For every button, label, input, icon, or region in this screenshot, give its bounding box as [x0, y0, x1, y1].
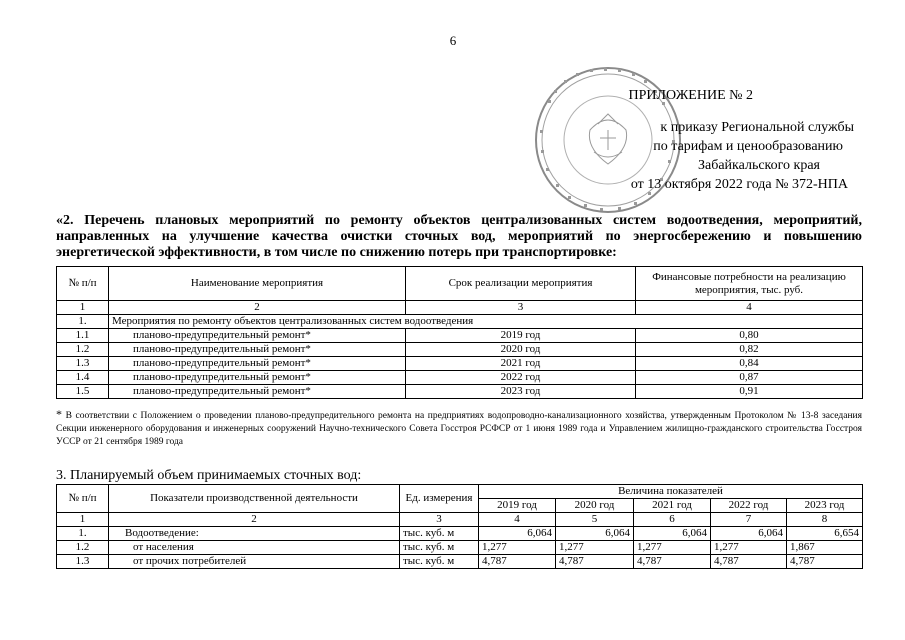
row-term: 2022 год	[406, 371, 636, 385]
col-number: 3	[400, 513, 479, 527]
col-number: 3	[406, 301, 636, 315]
row-measure-name: планово-предупредительный ремонт*	[109, 357, 406, 371]
header-indicator: Показатели производственной деятельности	[109, 485, 400, 513]
footnote-star: *	[56, 407, 62, 421]
header-year: 2019 год	[479, 499, 556, 513]
header-year: 2023 год	[787, 499, 863, 513]
header-measure-name: Наименование мероприятия	[109, 267, 406, 301]
footnote	[56, 408, 862, 449]
group-label: Мероприятия по ремонту объектов централизованных систем водоотведения	[109, 315, 863, 329]
row-num: 1.3	[57, 555, 109, 569]
column-number-row	[57, 513, 863, 527]
row-value: 0,80	[636, 329, 863, 343]
appendix-line-4: от 13 октября 2022 года № 372-НПА	[630, 177, 848, 192]
row-value: 0,91	[636, 385, 863, 399]
col-number: 4	[479, 513, 556, 527]
col-number: 2	[109, 301, 406, 315]
row-value: 6,064	[479, 527, 556, 541]
row-value: 4,787	[787, 555, 863, 569]
row-value: 4,787	[634, 555, 711, 569]
table-header-row	[57, 485, 863, 499]
section-2-title	[56, 213, 862, 261]
header-year: 2020 год	[556, 499, 634, 513]
col-number: 1	[57, 513, 109, 527]
section-2-title-line-1: «2. Перечень плановых мероприятий по ремонту объектов централизованных систем водоотведения, мероприятий,	[56, 213, 862, 228]
row-num: 1.2	[57, 541, 109, 555]
col-number: 2	[109, 513, 400, 527]
row-indicator: от прочих потребителей	[109, 555, 400, 569]
table-row	[57, 329, 863, 343]
row-num: 1.1	[57, 329, 109, 343]
row-value: 1,277	[479, 541, 556, 555]
appendix-line-1: к приказу Региональной службы	[660, 120, 854, 135]
page-number: 6	[449, 33, 457, 48]
header-num: № п/п	[57, 485, 109, 513]
row-value: 1,277	[634, 541, 711, 555]
row-value: 6,654	[787, 527, 863, 541]
col-number: 7	[711, 513, 787, 527]
appendix-line-3: Забайкальского края	[697, 158, 820, 173]
row-value: 6,064	[556, 527, 634, 541]
row-term: 2019 год	[406, 329, 636, 343]
table-row	[57, 357, 863, 371]
col-number: 6	[634, 513, 711, 527]
row-term: 2021 год	[406, 357, 636, 371]
row-unit: тыс. куб. м	[400, 541, 479, 555]
appendix-header	[560, 86, 860, 194]
row-indicator: Водоотведение:	[109, 527, 400, 541]
table-row	[57, 371, 863, 385]
row-unit: тыс. куб. м	[400, 555, 479, 569]
header-values-group: Величина показателей	[479, 485, 863, 499]
col-number: 5	[556, 513, 634, 527]
table-row	[57, 555, 863, 569]
header-year: 2021 год	[634, 499, 711, 513]
row-indicator: от населения	[109, 541, 400, 555]
group-num: 1.	[57, 315, 109, 329]
wastewater-volume-table	[56, 484, 863, 569]
table-header-row	[57, 267, 863, 301]
row-value: 0,87	[636, 371, 863, 385]
section-2-title-line-3: энергетической эффективности, в том числе по снижению потерь при транспортировке:	[56, 245, 617, 260]
row-value: 4,787	[711, 555, 787, 569]
row-term: 2023 год	[406, 385, 636, 399]
section-2-title-line-2: направленных на улучшение качества очистки сточных вод, мероприятий по энергосбережению и повышению	[56, 229, 862, 244]
row-term: 2020 год	[406, 343, 636, 357]
row-num: 1.2	[57, 343, 109, 357]
header-term: Срок реализации мероприятия	[406, 267, 636, 301]
row-measure-name: планово-предупредительный ремонт*	[109, 371, 406, 385]
row-value: 1,277	[711, 541, 787, 555]
col-number: 4	[636, 301, 863, 315]
appendix-heading: ПРИЛОЖЕНИЕ № 2	[628, 88, 753, 103]
row-measure-name: планово-предупредительный ремонт*	[109, 385, 406, 399]
section-3-title: 3. Планируемый объем принимаемых сточных вод:	[56, 468, 362, 483]
table-row	[57, 527, 863, 541]
table-row	[57, 343, 863, 357]
col-number: 8	[787, 513, 863, 527]
appendix-line-2: по тарифам и ценообразованию	[653, 139, 843, 154]
row-num: 1.5	[57, 385, 109, 399]
repair-measures-table	[56, 266, 863, 399]
table-row	[57, 385, 863, 399]
group-row	[57, 315, 863, 329]
row-num: 1.3	[57, 357, 109, 371]
row-measure-name: планово-предупредительный ремонт*	[109, 343, 406, 357]
row-value: 4,787	[556, 555, 634, 569]
row-value: 0,82	[636, 343, 863, 357]
column-number-row	[57, 301, 863, 315]
row-num: 1.	[57, 527, 109, 541]
row-value: 4,787	[479, 555, 556, 569]
row-value: 6,064	[634, 527, 711, 541]
row-num: 1.4	[57, 371, 109, 385]
footnote-text: В соответствии с Положением о проведении планово-предупредительного ремонта на предприятиях водопроводно-канализационного хозяйства, утвержденным Протоколом № 13-8 заседания Секции инженерного оборудования и инженерных сооружений Научно-технического Совета Госстроя РСФСР от 1 июня 1989 года и Управлением жилищно-гражданского строительства Госстроя УССР от 21 сентября 1989 года	[56, 411, 862, 447]
header-year: 2022 год	[711, 499, 787, 513]
col-number: 1	[57, 301, 109, 315]
row-value: 0,84	[636, 357, 863, 371]
row-unit: тыс. куб. м	[400, 527, 479, 541]
row-value: 1,867	[787, 541, 863, 555]
row-value: 1,277	[556, 541, 634, 555]
header-num: № п/п	[57, 267, 109, 301]
row-measure-name: планово-предупредительный ремонт*	[109, 329, 406, 343]
header-financial-needs: Финансовые потребности на реализацию мероприятия, тыс. руб.	[636, 267, 863, 301]
header-unit: Ед. измерения	[400, 485, 479, 513]
table-row	[57, 541, 863, 555]
row-value: 6,064	[711, 527, 787, 541]
